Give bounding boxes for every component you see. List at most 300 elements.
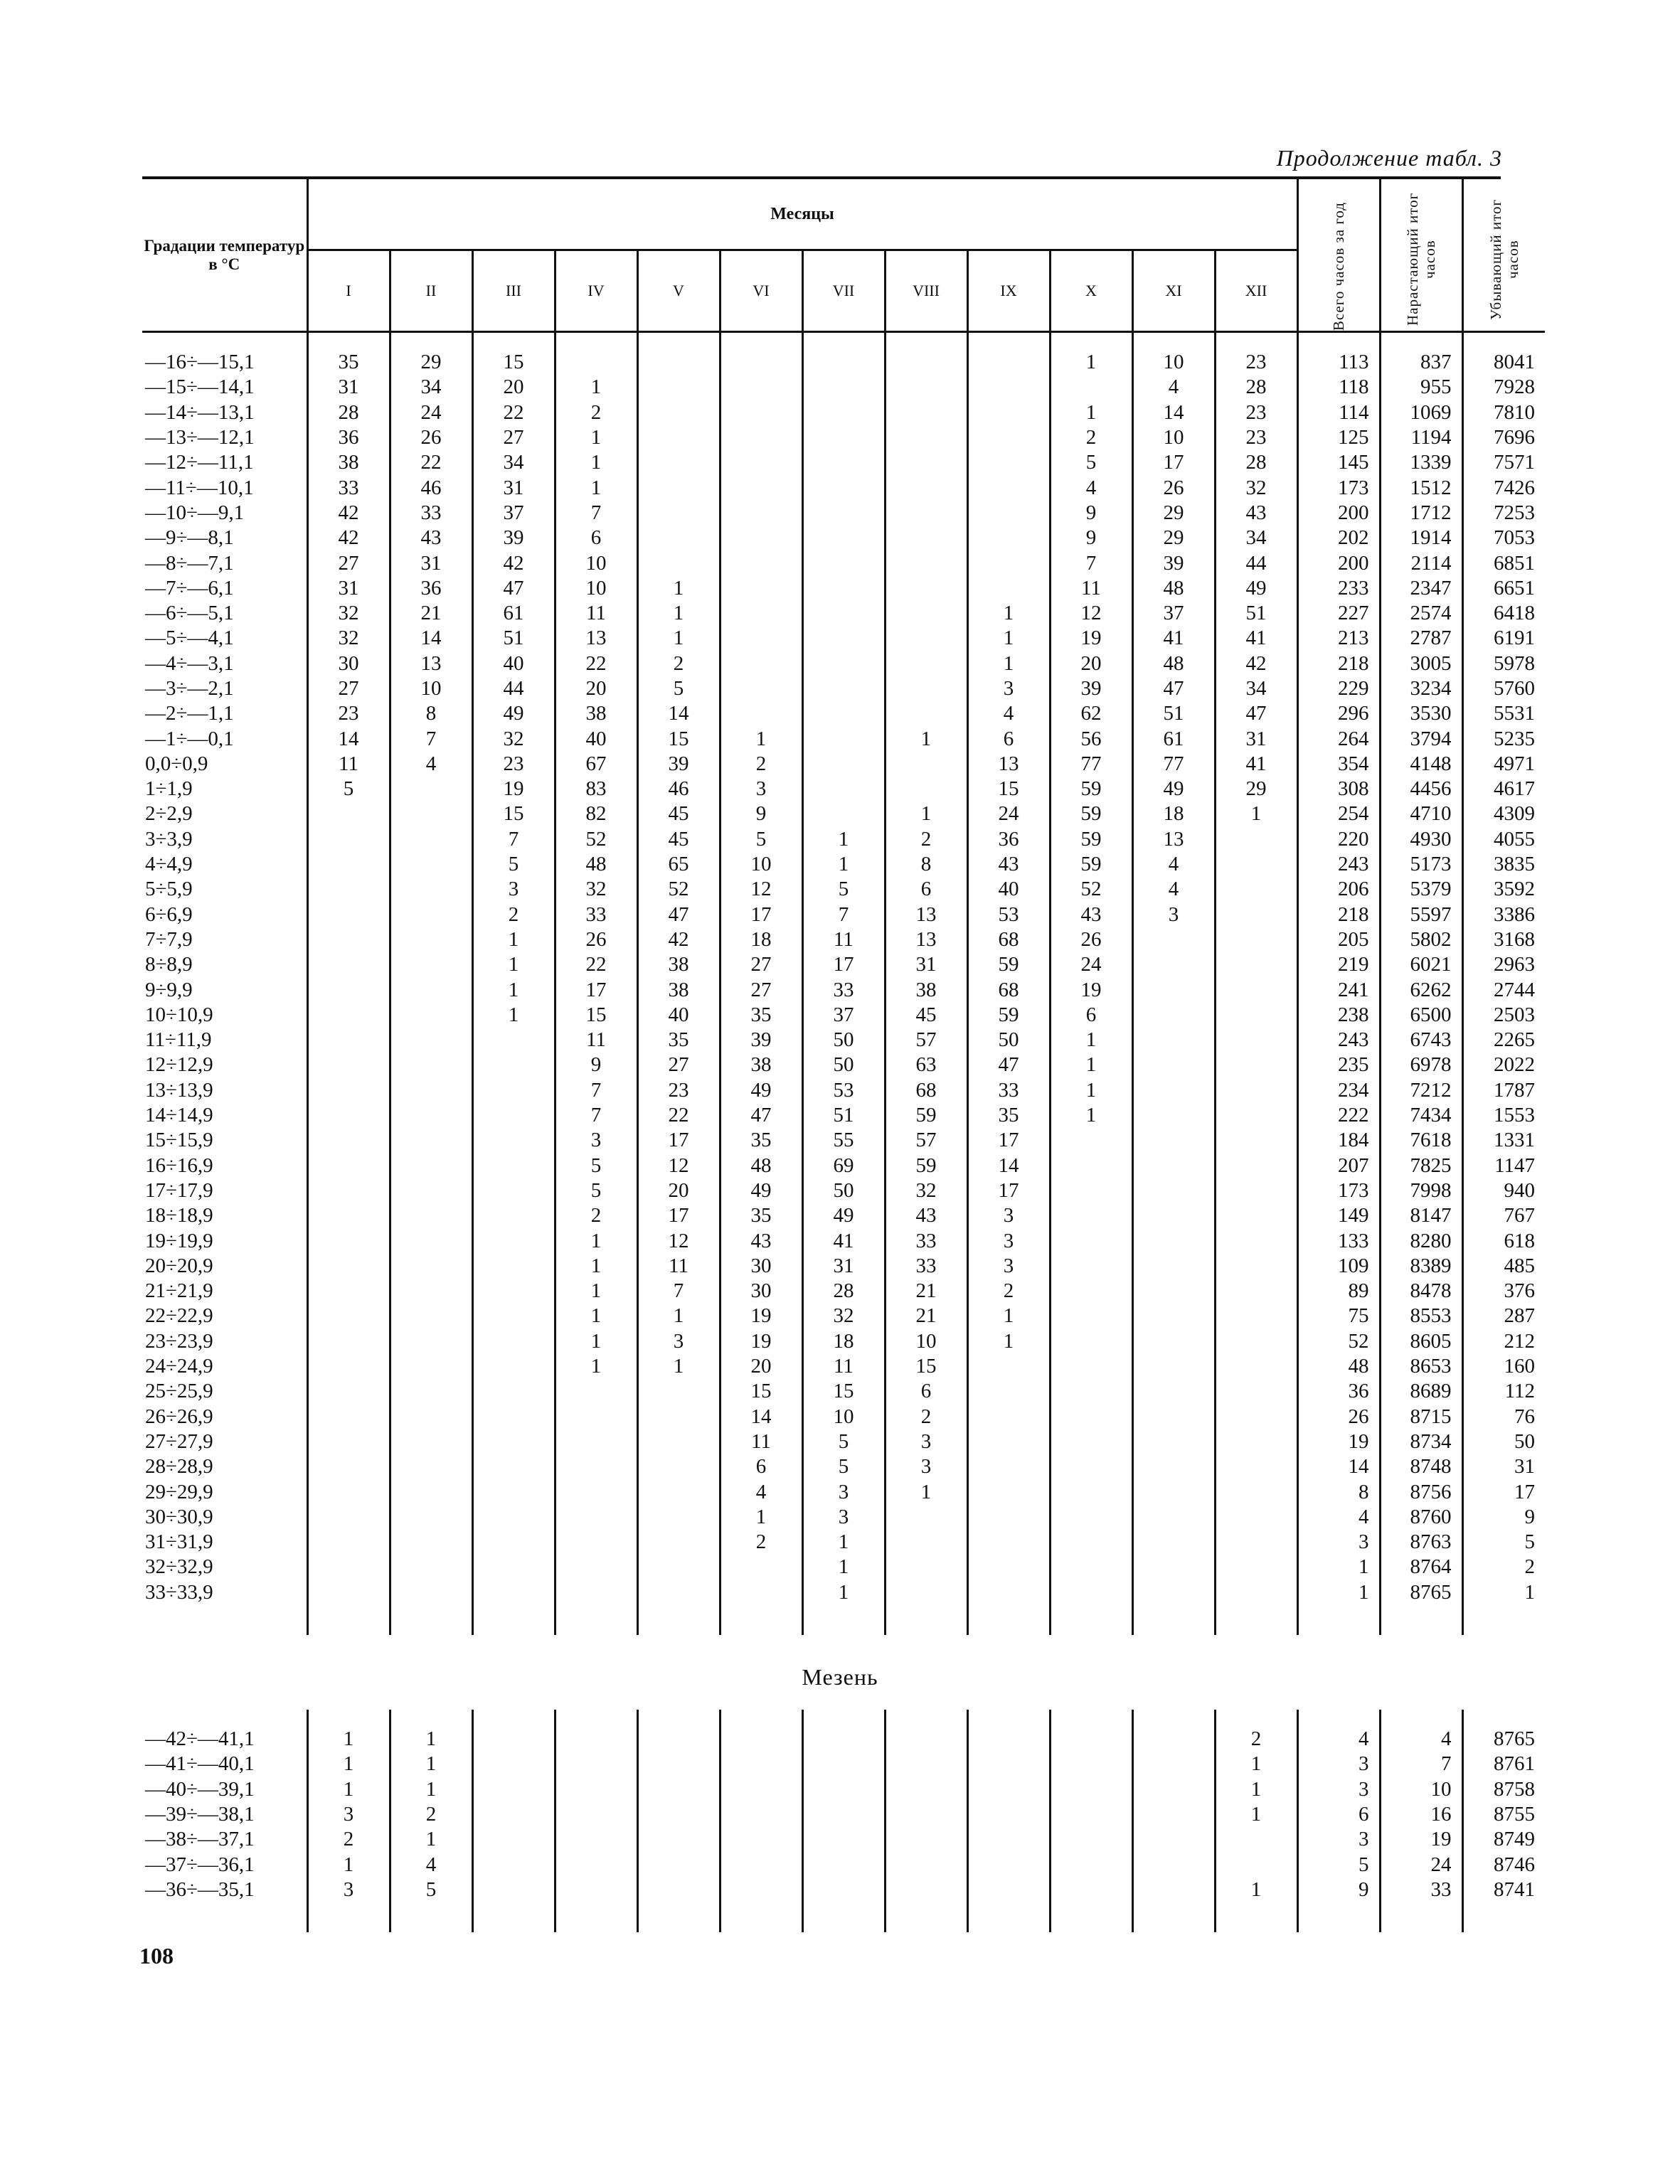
table-row [142,1404,1545,1429]
table-row [142,1078,1545,1103]
month-cell [1215,1254,1297,1279]
total-cell: 8765 [1380,1580,1462,1605]
month-cell [802,350,885,375]
total-cell: 3794 [1380,726,1462,751]
month-cell: 17 [637,1128,720,1153]
month-cell [390,1078,472,1103]
month-cell [720,1852,802,1877]
total-cell: 485 [1462,1254,1545,1279]
total-cell: 112 [1462,1379,1545,1404]
month-cell [390,927,472,952]
month-cell: 18 [720,927,802,952]
month-cell [637,1727,720,1752]
total-cell: 6262 [1380,977,1462,1002]
month-cell: 20 [720,1354,802,1379]
month-cell: 43 [885,1203,967,1228]
month-cell: 52 [1050,877,1132,902]
month-cell: 1 [555,1254,637,1279]
month-cell: 11 [802,1354,885,1379]
total-cell: 173 [1297,1178,1380,1203]
gradation-cell: —4÷—3,1 [145,651,234,675]
gradation-cell: 1÷1,9 [145,777,193,801]
table-row [142,1505,1545,1530]
month-cell [1050,1178,1132,1203]
total-cell: 1512 [1380,475,1462,500]
month-cell [1132,1003,1215,1028]
month-cell [1215,952,1297,977]
month-cell: 59 [1050,852,1132,877]
month-cell [1215,1053,1297,1077]
month-cell [1050,1379,1132,1404]
month-cell [1132,952,1215,977]
total-cell: 5802 [1380,927,1462,952]
month-cell: 1 [390,1777,472,1802]
total-cell: 238 [1297,1003,1380,1028]
month-cell [720,701,802,726]
spacer-cell [967,1710,1050,1727]
month-cell: 1 [472,927,555,952]
spacer-cell [555,1605,637,1635]
month-cell [555,1479,637,1504]
gradation-cell: —38÷—37,1 [145,1828,255,1851]
station-table-body [142,1710,1545,1932]
month-cell: 8 [390,701,472,726]
total-cell: 1 [1297,1555,1380,1580]
month-cell: 32 [555,877,637,902]
month-header-III: III [472,250,555,332]
month-cell: 21 [390,601,472,626]
month-cell: 1 [555,1329,637,1354]
month-cell [1050,1530,1132,1555]
total-cell: 233 [1297,576,1380,601]
month-cell: 2 [555,400,637,425]
month-cell [720,676,802,701]
gradation-cell: —8÷—7,1 [145,551,234,575]
month-cell [472,1203,555,1228]
total-cell: 4617 [1462,777,1545,801]
month-cell: 46 [390,475,472,500]
month-cell: 5 [555,1178,637,1203]
month-cell [802,701,885,726]
month-cell [1132,1555,1215,1580]
total-cell: 202 [1297,526,1380,550]
total-cell: 7434 [1380,1103,1462,1128]
month-cell: 33 [885,1228,967,1253]
month-cell [1050,375,1132,400]
month-cell [390,1429,472,1454]
total-cell: 837 [1380,350,1462,375]
month-cell [1215,1103,1297,1128]
month-cell: 1 [307,1777,390,1802]
month-cell [802,550,885,575]
month-cell [802,676,885,701]
month-cell: 43 [720,1228,802,1253]
month-cell: 10 [1132,350,1215,375]
month-cell: 13 [885,927,967,952]
month-cell [472,1877,555,1902]
month-cell: 9 [720,801,802,826]
total-cell: 7053 [1462,526,1545,550]
total-cell: 7810 [1462,400,1545,425]
month-cell [555,1827,637,1852]
month-cell [307,1404,390,1429]
month-cell: 15 [637,726,720,751]
month-cell: 1 [637,1354,720,1379]
total-cell: 6 [1297,1802,1380,1827]
month-cell [472,1103,555,1128]
spacer-cell [885,1605,967,1635]
month-cell: 18 [802,1329,885,1354]
month-cell: 55 [802,1128,885,1153]
month-cell: 13 [1132,827,1215,852]
month-cell [390,1304,472,1328]
month-cell [1132,1028,1215,1053]
month-cell: 45 [637,827,720,852]
month-cell: 3 [967,1228,1050,1253]
month-cell: 11 [720,1429,802,1454]
month-cell: 12 [637,1154,720,1178]
month-cell [1132,1128,1215,1153]
month-cell: 5 [802,877,885,902]
month-cell: 37 [802,1003,885,1028]
table-row [142,726,1545,751]
month-cell: 43 [1050,902,1132,927]
gradation-cell: 9÷9,9 [145,978,193,1001]
month-cell: 1 [885,726,967,751]
total-cell: 3530 [1380,701,1462,726]
month-cell [472,1752,555,1777]
month-header-VI: VI [720,250,802,332]
table-row [142,977,1545,1002]
month-cell: 17 [720,902,802,927]
month-cell: 27 [637,1053,720,1077]
month-cell: 23 [307,701,390,726]
month-header-X: X [1050,250,1132,332]
month-cell: 51 [1132,701,1215,726]
station-title: Мезень [802,1664,878,1690]
gradation-cell: 19÷19,9 [145,1229,213,1252]
month-cell: 57 [885,1028,967,1053]
total-cell: 222 [1297,1103,1380,1128]
month-cell [967,1752,1050,1777]
month-cell [390,1228,472,1253]
total-cell: 2963 [1462,952,1545,977]
gradation-cell: 10÷10,9 [145,1003,213,1026]
month-cell: 39 [472,526,555,550]
spacer-cell [720,1710,802,1727]
spacer-cell [142,1710,307,1727]
month-cell [555,1429,637,1454]
month-cell [555,350,637,375]
month-cell [472,1429,555,1454]
total-cell: 308 [1297,777,1380,801]
month-cell [472,1228,555,1253]
month-cell: 39 [720,1028,802,1053]
month-cell: 36 [390,576,472,601]
table-row [142,1228,1545,1253]
month-cell: 14 [390,626,472,651]
month-cell [390,1329,472,1354]
month-cell [637,1454,720,1479]
total-cell: 89 [1297,1279,1380,1304]
month-cell [307,1103,390,1128]
total-cell: 7253 [1462,501,1545,526]
total-cell: 118 [1297,375,1380,400]
month-cell [472,1777,555,1802]
month-cell [1215,1078,1297,1103]
month-cell: 32 [802,1304,885,1328]
month-cell: 20 [555,676,637,701]
month-cell: 14 [967,1154,1050,1178]
total-cell: 8756 [1380,1479,1462,1504]
month-cell: 43 [1215,501,1297,526]
month-cell: 2 [885,1404,967,1429]
total-cell: 8389 [1380,1254,1462,1279]
total-cell: 76 [1462,1404,1545,1429]
month-cell [637,1777,720,1802]
month-cell: 10 [555,576,637,601]
month-cell [307,1505,390,1530]
total-cell: 354 [1297,752,1380,777]
month-cell [885,1752,967,1777]
month-cell: 19 [472,777,555,801]
spacer-cell [637,1902,720,1932]
table-caption: Продолжение табл. 3 [1276,145,1502,171]
month-cell [885,1530,967,1555]
month-cell: 42 [472,550,555,575]
month-cell: 47 [720,1103,802,1128]
month-cell [885,475,967,500]
month-cell: 1 [1050,1053,1132,1077]
month-cell [637,1802,720,1827]
month-cell [390,1178,472,1203]
gradation-cell: 22÷22,9 [145,1304,213,1328]
month-cell [885,1580,967,1605]
month-cell: 31 [390,550,472,575]
spacer-cell [1132,332,1215,351]
spacer-cell [1462,332,1545,351]
month-cell [967,501,1050,526]
month-cell [885,1555,967,1580]
month-header-XII: XII [1215,250,1297,332]
total-cell: 3 [1297,1530,1380,1555]
gradation-cell: —41÷—40,1 [145,1752,255,1776]
main-table [142,176,1536,1635]
total-cell: 767 [1462,1203,1545,1228]
month-cell: 26 [1050,927,1132,952]
month-cell: 41 [1215,752,1297,777]
total-cell: 8761 [1462,1752,1545,1777]
total-cell: 8689 [1380,1379,1462,1404]
gradation-cell: 29÷29,9 [145,1480,213,1503]
cumulative-down-label: Убывающий итог часов [1487,198,1521,320]
month-cell [885,676,967,701]
month-cell [720,1777,802,1802]
month-cell: 3 [802,1479,885,1504]
month-cell [885,651,967,676]
total-cell: 8147 [1380,1203,1462,1228]
month-cell [1050,1505,1132,1530]
total-cell: 8715 [1380,1404,1462,1429]
table-row [142,375,1545,400]
table-row [142,1727,1545,1752]
month-cell [967,400,1050,425]
total-cell: 6743 [1380,1028,1462,1053]
month-cell: 49 [1215,576,1297,601]
spacer-cell [1215,332,1297,351]
month-cell: 40 [555,726,637,751]
month-cell [307,1203,390,1228]
month-cell: 15 [555,1003,637,1028]
month-cell: 12 [1050,601,1132,626]
month-cell [802,777,885,801]
month-cell: 52 [637,877,720,902]
gradation-cell: —40÷—39,1 [145,1777,255,1801]
month-cell [390,977,472,1002]
spacer-row [142,1605,1545,1635]
month-cell: 6 [885,1379,967,1404]
month-cell: 67 [555,752,637,777]
month-cell: 10 [390,676,472,701]
month-cell [967,1505,1050,1530]
month-cell: 2 [472,902,555,927]
month-cell: 29 [1215,777,1297,801]
total-cell: 8041 [1462,350,1545,375]
month-cell [802,450,885,475]
gradation-cell: 5÷5,9 [145,878,193,901]
month-cell [1050,1254,1132,1279]
month-cell [1132,1827,1215,1852]
month-cell [390,1028,472,1053]
month-cell: 48 [720,1154,802,1178]
month-cell: 1 [555,1279,637,1304]
month-cell: 34 [472,450,555,475]
total-cell: 4930 [1380,827,1462,852]
month-cell [555,1505,637,1530]
month-cell [307,1254,390,1279]
total-cell: 1147 [1462,1154,1545,1178]
station-table [142,1710,1535,1932]
table-row [142,1580,1545,1605]
month-cell [390,1454,472,1479]
spacer-cell [1297,1902,1380,1932]
month-cell [802,1827,885,1852]
month-cell: 4 [720,1479,802,1504]
month-cell [1050,1154,1132,1178]
month-cell [720,350,802,375]
month-cell [390,1203,472,1228]
month-cell: 3 [307,1802,390,1827]
total-cell: 109 [1297,1254,1380,1279]
month-cell [390,1354,472,1379]
month-cell: 18 [1132,801,1215,826]
month-cell [390,1555,472,1580]
month-cell: 2 [1215,1727,1297,1752]
month-cell: 1 [720,726,802,751]
month-cell [637,1505,720,1530]
month-cell: 11 [307,752,390,777]
total-cell: 4 [1297,1727,1380,1752]
month-cell: 10 [802,1404,885,1429]
total-cell: 8746 [1462,1852,1545,1877]
month-cell: 20 [637,1178,720,1203]
total-cell: 114 [1297,400,1380,425]
total-cell: 4971 [1462,752,1545,777]
month-cell [1215,1304,1297,1328]
total-cell: 5 [1462,1530,1545,1555]
month-cell: 42 [307,501,390,526]
total-cell: 48 [1297,1354,1380,1379]
month-cell [1132,1505,1215,1530]
total-cell: 7998 [1380,1178,1462,1203]
spacer-cell [1380,1902,1462,1932]
spacer-cell [472,1902,555,1932]
month-cell: 49 [720,1078,802,1103]
month-cell [885,752,967,777]
month-cell: 36 [307,425,390,450]
month-cell: 59 [885,1154,967,1178]
total-cell: 5173 [1380,852,1462,877]
month-cell: 46 [637,777,720,801]
month-cell: 1 [967,601,1050,626]
month-cell: 17 [802,952,885,977]
month-cell [390,1530,472,1555]
total-cell: 8755 [1462,1802,1545,1827]
month-cell [720,601,802,626]
month-cell: 31 [885,952,967,977]
month-cell: 31 [307,576,390,601]
month-cell: 13 [555,626,637,651]
month-cell [802,626,885,651]
total-cell: 8741 [1462,1877,1545,1902]
month-cell: 69 [802,1154,885,1178]
total-cell: 8 [1297,1479,1380,1504]
total-cell: 2787 [1380,626,1462,651]
month-cell: 3 [967,1254,1050,1279]
month-cell [720,1827,802,1852]
month-cell: 14 [1132,400,1215,425]
month-cell: 6 [720,1454,802,1479]
cumulative-up-header [1380,179,1462,332]
gradation-cell: 0,0÷0,9 [145,752,208,775]
month-cell [472,1802,555,1827]
total-cell: 3 [1297,1777,1380,1802]
month-cell: 1 [307,1852,390,1877]
gradation-cell: —12÷—11,1 [145,451,254,474]
total-cell: 125 [1297,425,1380,450]
month-cell [472,1254,555,1279]
total-cell: 2744 [1462,977,1545,1002]
spacer-cell [1297,1710,1380,1727]
month-cell [307,1078,390,1103]
table-row [142,1154,1545,1178]
month-cell: 49 [1132,777,1215,801]
total-cell: 254 [1297,801,1380,826]
month-cell: 51 [802,1103,885,1128]
table-body [142,332,1545,1635]
month-cell: 27 [307,676,390,701]
gradation-cell: —9÷—8,1 [145,526,234,550]
month-cell: 1 [1050,1103,1132,1128]
spacer-cell [720,1902,802,1932]
table-row [142,1329,1545,1354]
total-cell: 5597 [1380,902,1462,927]
spacer-row [142,332,1545,351]
month-cell [390,1379,472,1404]
month-cell [1132,1354,1215,1379]
total-cell: 8553 [1380,1304,1462,1328]
total-cell: 1787 [1462,1078,1545,1103]
